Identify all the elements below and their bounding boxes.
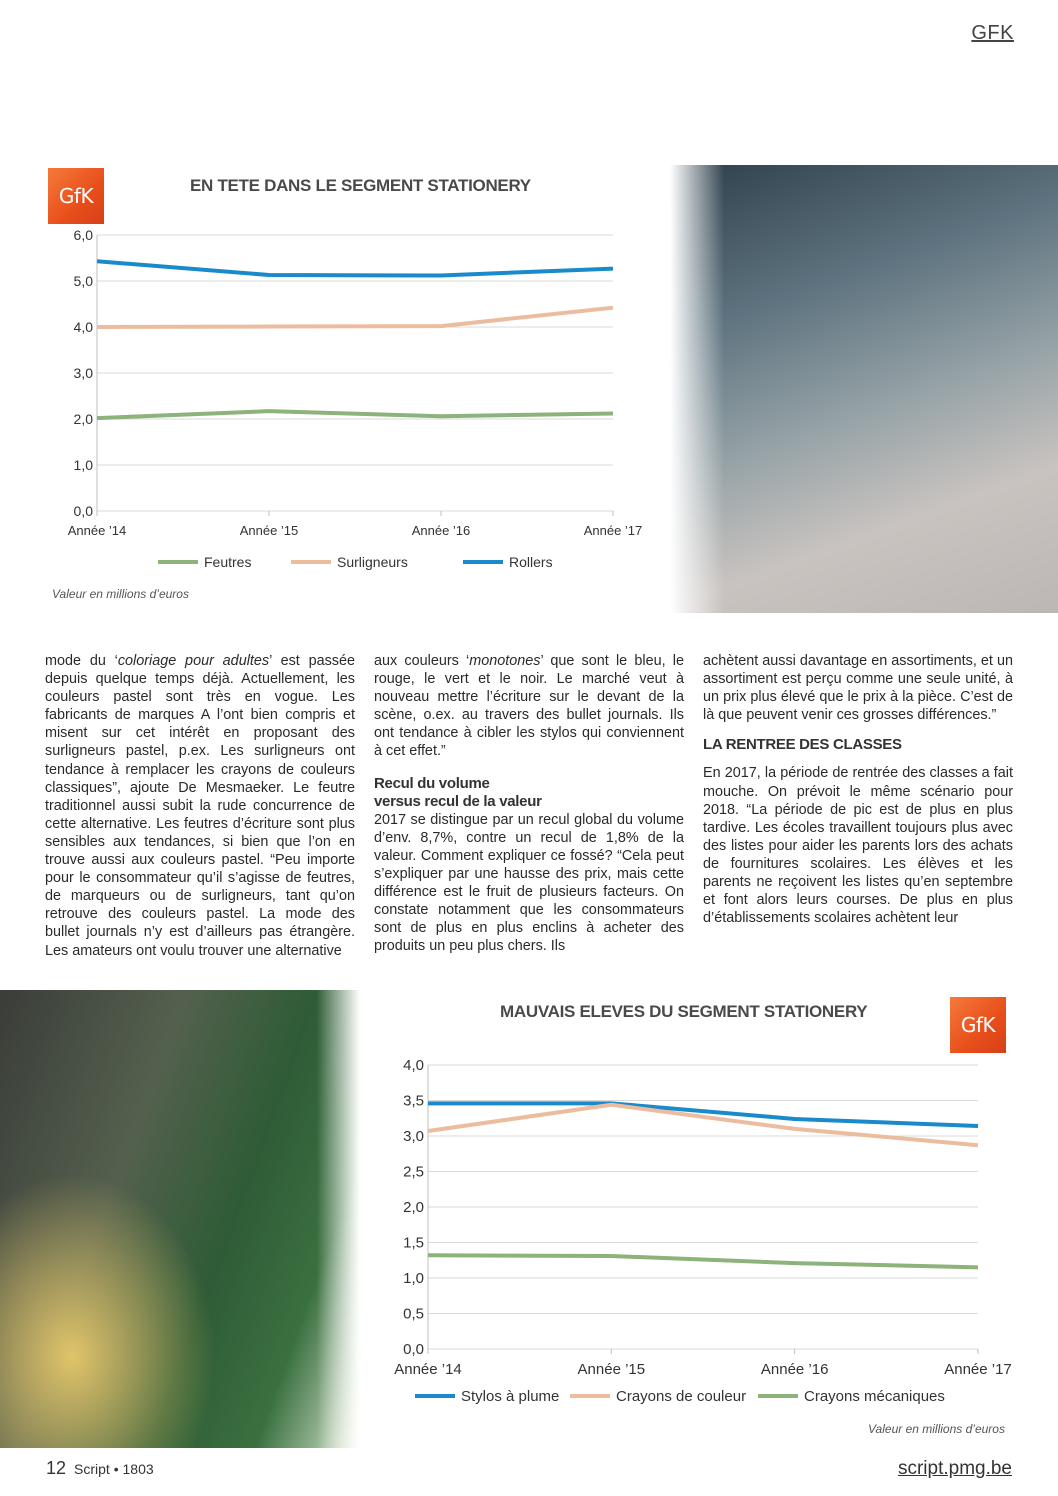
y-tick-label: 4,0 xyxy=(403,1057,424,1074)
y-tick-label: 1,5 xyxy=(403,1234,424,1252)
y-tick-label: 6,0 xyxy=(73,227,93,243)
paragraph: achètent aussi davantage en assortiments, et un assortiment est perçu comme une seule unité, à un prix plus élevé que le prix à la pièce. C’est de là que peuvent venir ces grosses différences.” xyxy=(703,653,1013,724)
page-number: 12 xyxy=(46,1458,67,1478)
y-tick-label: 0,0 xyxy=(73,503,93,519)
y-tick-label: 3,5 xyxy=(403,1092,424,1110)
chart-1-note: Valeur en millions d’euros xyxy=(52,587,189,601)
chart-2-title: MAUVAIS ELEVES DU SEGMENT STATIONERY xyxy=(500,1002,868,1021)
paragraph: 2017 se distingue par un recul global du volume d’env. 8,7%, contre un recul de 1,8% de la valeur. Comment expliquer ce fossé? “Cela peut s’expliquer par une hausse des prix, mais cette différence est le fruit de plusieurs facteurs. On constate notamment que les consommateurs sont de plus en plus enclins à acheter des produits un peu plus chers. Ils xyxy=(374,811,684,955)
x-tick-label: Année ’16 xyxy=(760,1361,829,1378)
footer-info xyxy=(46,1458,154,1479)
brand-header: GFK xyxy=(971,22,1014,44)
x-tick-label: Année ’15 xyxy=(577,1361,646,1378)
legend-label: Surligneurs xyxy=(337,554,408,570)
legend-label: Rollers xyxy=(509,554,553,570)
chart-1 xyxy=(0,220,670,585)
y-tick-label: 5,0 xyxy=(73,273,93,289)
y-tick-label: 2,5 xyxy=(403,1163,424,1181)
article-column-1 xyxy=(45,652,355,960)
y-tick-label: 1,0 xyxy=(403,1270,424,1287)
article-column-3 xyxy=(703,652,1013,927)
y-tick-label: 0,5 xyxy=(403,1305,424,1323)
series-line-stylos-plume xyxy=(428,1103,978,1126)
legend-label: Stylos à plume xyxy=(461,1388,560,1405)
chart-2 xyxy=(370,1050,1058,1415)
series-line-crayons-m-caniques xyxy=(428,1255,978,1267)
gfk-logo: GfK xyxy=(48,168,104,224)
series-line-surligneurs xyxy=(97,308,613,327)
section-heading: LA RENTREE DES CLASSES xyxy=(703,736,902,754)
chart-1-title: EN TETE DANS LE SEGMENT STATIONERY xyxy=(190,176,531,195)
x-tick-label: Année ’16 xyxy=(411,523,471,538)
series-line-rollers xyxy=(97,261,613,275)
website-link[interactable]: script.pmg.be xyxy=(897,1458,1012,1479)
subheading: Recul du volume versus recul de la valeur xyxy=(374,774,542,810)
y-tick-label: 0,0 xyxy=(403,1341,424,1358)
legend-label: Crayons mécaniques xyxy=(804,1388,945,1405)
y-tick-label: 2,0 xyxy=(73,411,93,427)
x-tick-label: Année ’17 xyxy=(944,1361,1012,1378)
y-tick-label: 4,0 xyxy=(73,319,93,335)
y-tick-label: 3,0 xyxy=(73,365,93,381)
series-line-feutres xyxy=(97,411,613,418)
legend-label: Crayons de couleur xyxy=(616,1388,747,1405)
y-tick-label: 2,0 xyxy=(403,1199,424,1216)
y-tick-label: 1,0 xyxy=(73,457,93,473)
magazine-issue: Script • 1803 xyxy=(74,1461,154,1477)
legend-label: Feutres xyxy=(204,554,252,570)
x-tick-label: Année ’14 xyxy=(67,523,127,538)
paragraph: mode du ‘coloriage pour adultes’ est passée depuis quelque temps déjà. Actuellement, les couleurs pastel sont très en vogue. Les fabricants de marques A l’ont bien compris et misent sur cet intérêt en proposant des surligneurs pastel, p.ex. Les surligneurs ont tendance à remplacer les crayons de couleurs classiques”, ajoute De Mesmaeker. Le feutre traditionnel aussi subit la rude concurrence de cette alternative. Les feutres d’écriture sont plus sensibles aux tendances, si bien que l’on en trouve aussi aux couleurs pastel. “Peu importe pour le consommateur qu’il s’agisse de feutres, de marqueurs ou de surligneurs, tant qu’on retrouve des couleurs pastel. La mode des bullet journals n’y est d’ailleurs pas étrangère. Les amateurs ont voulu trouver une alternative xyxy=(45,653,355,959)
x-tick-label: Année ’15 xyxy=(239,523,299,538)
x-tick-label: Année ’14 xyxy=(394,1361,462,1378)
paragraph: En 2017, la période de rentrée des classes a fait mouche. On prévoit le même scénario pour 2018. “La période de pic est de plus en plus tardive. Les écoles travaillent toujours plus avec des listes pour aider les parents lors des achats de fournitures scolaires. Les élèves et les parents ne reçoivent les listes qu’en septembre et font alors leurs courses. De plus en plus d’établissements scolaires achètent leur xyxy=(703,765,1013,927)
paragraph: aux couleurs ‘monotones’ que sont le bleu, le rouge, le vert et le noir. Le marché veut à nouveau mettre l’écriture sur le devant de la scène, o.ex. au travers des bullet journals. Ils ont tendance à cibler les stylos qui conviennent à cet effet.” xyxy=(374,653,684,760)
stationery-photo xyxy=(670,165,1058,613)
article-column-2 xyxy=(374,652,684,955)
x-tick-label: Année ’17 xyxy=(583,523,643,538)
y-tick-label: 3,0 xyxy=(403,1128,424,1145)
pencil-photo xyxy=(0,990,360,1448)
chart-2-note: Valeur en millions d’euros xyxy=(868,1422,1005,1436)
gfk-logo: GfK xyxy=(950,997,1006,1053)
